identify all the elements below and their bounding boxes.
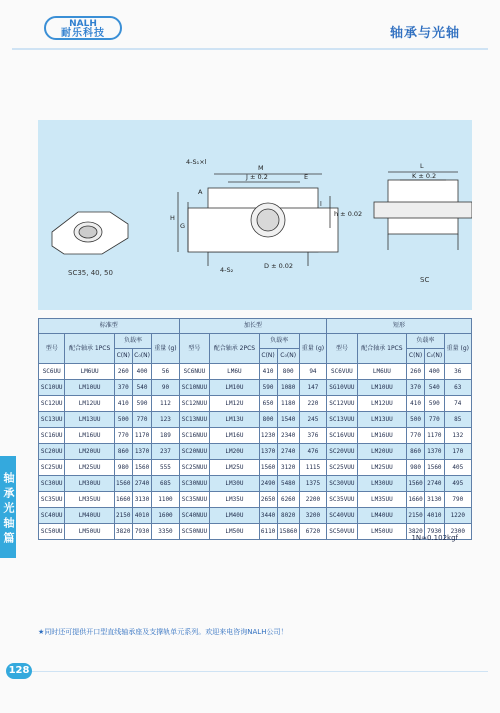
table-cell: 770 bbox=[425, 412, 445, 428]
table-cell: 74 bbox=[444, 396, 471, 412]
table-cell: LM30U bbox=[210, 476, 259, 492]
table-cell: SC35VUU bbox=[327, 492, 358, 508]
table-cell: 1600 bbox=[152, 508, 179, 524]
table-cell: 400 bbox=[425, 364, 445, 380]
table-cell: 410 bbox=[407, 396, 425, 412]
drawing-svg bbox=[38, 120, 472, 310]
table-row bbox=[39, 380, 472, 396]
table-cell: SC6UU bbox=[39, 364, 65, 380]
col-c0: C₀(N) bbox=[132, 349, 152, 364]
table-row bbox=[39, 364, 472, 380]
label-h-tol: h ± 0.02 bbox=[334, 210, 363, 218]
label-k: K ± 0.2 bbox=[412, 172, 437, 180]
table-cell: LM16UU bbox=[65, 428, 114, 444]
table-cell: LM12UU bbox=[65, 396, 114, 412]
table-cell: SC50UU bbox=[39, 524, 65, 540]
table-cell: 4010 bbox=[132, 508, 152, 524]
table-cell: 3200 bbox=[299, 508, 326, 524]
table-cell: SG10VUU bbox=[327, 380, 358, 396]
table-cell: LM50UU bbox=[357, 524, 406, 540]
table-cell: LM25U bbox=[210, 460, 259, 476]
table-cell: 2650 bbox=[259, 492, 277, 508]
table-cell: 500 bbox=[407, 412, 425, 428]
table-cell: LM10UU bbox=[357, 380, 406, 396]
table-cell: 132 bbox=[444, 428, 471, 444]
table-row bbox=[39, 492, 472, 508]
table-cell: SC6VUU bbox=[327, 364, 358, 380]
page-title: 轴承与光轴 bbox=[389, 26, 460, 41]
label-l-small: l bbox=[320, 200, 322, 208]
table-cell: 1230 bbox=[259, 428, 277, 444]
col-weight: 重量 (g) bbox=[299, 334, 326, 364]
table-cell: 1220 bbox=[444, 508, 471, 524]
label-h: H bbox=[170, 214, 175, 222]
table-cell: 370 bbox=[114, 380, 132, 396]
table-cell: SC20UU bbox=[39, 444, 65, 460]
table-cell: 1115 bbox=[299, 460, 326, 476]
table-cell: 1660 bbox=[407, 492, 425, 508]
table-cell: 147 bbox=[299, 380, 326, 396]
table-cell: 260 bbox=[114, 364, 132, 380]
table-cell: 370 bbox=[407, 380, 425, 396]
table-cell: 860 bbox=[114, 444, 132, 460]
table-row bbox=[39, 508, 472, 524]
table-cell: 476 bbox=[299, 444, 326, 460]
table-cell: LM13UU bbox=[357, 412, 406, 428]
table-cell: 1560 bbox=[259, 460, 277, 476]
col-bearing: 配合轴承 1PCS bbox=[357, 334, 406, 364]
table-cell: 260 bbox=[407, 364, 425, 380]
table-cell: 4010 bbox=[425, 508, 445, 524]
table-cell: LM35UU bbox=[65, 492, 114, 508]
col-c: C(N) bbox=[407, 349, 425, 364]
table-cell: SC30VUU bbox=[327, 476, 358, 492]
table-cell: SC40UU bbox=[39, 508, 65, 524]
col-model: 型号 bbox=[179, 334, 210, 364]
table-cell: SC50VUU bbox=[327, 524, 358, 540]
group-header-standard: 标准型 bbox=[39, 319, 180, 334]
table-cell: 7930 bbox=[425, 524, 445, 540]
table-cell: SC16VUU bbox=[327, 428, 358, 444]
table-cell: 2740 bbox=[132, 476, 152, 492]
table-cell: SC25NUU bbox=[179, 460, 210, 476]
table-cell: 3820 bbox=[407, 524, 425, 540]
table-cell: 1560 bbox=[132, 460, 152, 476]
table-cell: LM30UU bbox=[357, 476, 406, 492]
table-cell: 94 bbox=[299, 364, 326, 380]
table-cell: LM13UU bbox=[65, 412, 114, 428]
table-cell: 1560 bbox=[407, 476, 425, 492]
col-bearing: 配合轴承 2PCS bbox=[210, 334, 259, 364]
table-cell: SC12UU bbox=[39, 396, 65, 412]
table-cell: 2200 bbox=[299, 492, 326, 508]
table-cell: LM35UU bbox=[357, 492, 406, 508]
table-cell: 405 bbox=[444, 460, 471, 476]
col-model: 型号 bbox=[39, 334, 65, 364]
table-cell: 6110 bbox=[259, 524, 277, 540]
table-cell: 3820 bbox=[114, 524, 132, 540]
table-cell: LM20UU bbox=[65, 444, 114, 460]
table-cell: SC30UU bbox=[39, 476, 65, 492]
table-cell: SC13NUU bbox=[179, 412, 210, 428]
table-cell: 15860 bbox=[277, 524, 299, 540]
table-cell: 410 bbox=[259, 364, 277, 380]
table-cell: 770 bbox=[132, 412, 152, 428]
label-j: J ± 0.2 bbox=[246, 173, 268, 181]
label-g: G bbox=[180, 222, 186, 230]
table-cell: 376 bbox=[299, 428, 326, 444]
label-m: M bbox=[258, 164, 264, 172]
label-l: L bbox=[420, 162, 424, 170]
table-cell: LM50U bbox=[210, 524, 259, 540]
table-cell: 3440 bbox=[259, 508, 277, 524]
table-cell: SC20VUU bbox=[327, 444, 358, 460]
table-cell: SC40NUU bbox=[179, 508, 210, 524]
table-cell: 770 bbox=[407, 428, 425, 444]
technical-drawing bbox=[38, 120, 472, 310]
table-cell: 770 bbox=[114, 428, 132, 444]
table-cell: 540 bbox=[425, 380, 445, 396]
col-c: C(N) bbox=[259, 349, 277, 364]
table-cell: 6260 bbox=[277, 492, 299, 508]
table-row bbox=[39, 476, 472, 492]
label-d: D ± 0.02 bbox=[264, 262, 294, 270]
table-cell: 1180 bbox=[277, 396, 299, 412]
spec-table bbox=[38, 318, 472, 540]
table-cell: 85 bbox=[444, 412, 471, 428]
table-cell: 220 bbox=[299, 396, 326, 412]
table-row bbox=[39, 412, 472, 428]
table-cell: 36 bbox=[444, 364, 471, 380]
table-cell: SC16UU bbox=[39, 428, 65, 444]
table-cell: 1370 bbox=[259, 444, 277, 460]
table-cell: LM6U bbox=[210, 364, 259, 380]
table-cell: 500 bbox=[114, 412, 132, 428]
table-cell: 410 bbox=[114, 396, 132, 412]
table-cell: 1375 bbox=[299, 476, 326, 492]
table-cell: SC12VUU bbox=[327, 396, 358, 412]
table-cell: LM25UU bbox=[357, 460, 406, 476]
table-cell: 237 bbox=[152, 444, 179, 460]
table-cell: 56 bbox=[152, 364, 179, 380]
table-cell: SC10UU bbox=[39, 380, 65, 396]
table-cell: 3350 bbox=[152, 524, 179, 540]
label-e: E bbox=[304, 173, 309, 181]
table-cell: 590 bbox=[425, 396, 445, 412]
table-cell: LM12UU bbox=[357, 396, 406, 412]
table-cell: 2150 bbox=[114, 508, 132, 524]
col-c0: C₀(N) bbox=[425, 349, 445, 364]
table-cell: 685 bbox=[152, 476, 179, 492]
table-cell: 1100 bbox=[152, 492, 179, 508]
table-cell: LM30UU bbox=[65, 476, 114, 492]
housing-3d-view bbox=[52, 212, 128, 254]
table-cell: 63 bbox=[444, 380, 471, 396]
table-cell: 790 bbox=[444, 492, 471, 508]
housing-side-view bbox=[374, 172, 472, 250]
table-cell: LM10U bbox=[210, 380, 259, 396]
col-model: 型号 bbox=[327, 334, 358, 364]
col-load: 负载率 bbox=[114, 334, 152, 349]
col-weight: 重量 (g) bbox=[152, 334, 179, 364]
table-cell: SC16NUU bbox=[179, 428, 210, 444]
table-cell: SC13VUU bbox=[327, 412, 358, 428]
table-cell: SC30NUU bbox=[179, 476, 210, 492]
table-cell: 123 bbox=[152, 412, 179, 428]
table-row bbox=[39, 460, 472, 476]
table-cell: 1560 bbox=[114, 476, 132, 492]
col-load: 负载率 bbox=[259, 334, 299, 349]
table-cell: LM16U bbox=[210, 428, 259, 444]
table-cell: 555 bbox=[152, 460, 179, 476]
table-cell: 1170 bbox=[132, 428, 152, 444]
col-weight: 重量 (g) bbox=[444, 334, 471, 364]
table-cell: 1560 bbox=[425, 460, 445, 476]
table-cell: 2740 bbox=[277, 444, 299, 460]
table-cell: LM16UU bbox=[357, 428, 406, 444]
table-cell: 3130 bbox=[425, 492, 445, 508]
table-cell: LM50UU bbox=[65, 524, 114, 540]
group-header-long: 加长型 bbox=[179, 319, 326, 334]
header-divider bbox=[12, 48, 488, 50]
table-cell: 170 bbox=[444, 444, 471, 460]
table-cell: 6720 bbox=[299, 524, 326, 540]
unit-note: 1N≈0.102kgf bbox=[411, 534, 458, 542]
table-cell: 3120 bbox=[277, 460, 299, 476]
table-cell: 1370 bbox=[132, 444, 152, 460]
table-cell: 650 bbox=[259, 396, 277, 412]
table-cell: SC25VUU bbox=[327, 460, 358, 476]
table-cell: SC13UU bbox=[39, 412, 65, 428]
group-header-short: 短形 bbox=[327, 319, 472, 334]
table-cell: LM40UU bbox=[65, 508, 114, 524]
table-cell: 980 bbox=[407, 460, 425, 476]
table-cell: LM35U bbox=[210, 492, 259, 508]
label-a: A bbox=[198, 188, 203, 196]
table-cell: 2300 bbox=[444, 524, 471, 540]
table-cell: 5480 bbox=[277, 476, 299, 492]
table-cell: SC35NUU bbox=[179, 492, 210, 508]
table-cell: 90 bbox=[152, 380, 179, 396]
table-cell: 2740 bbox=[425, 476, 445, 492]
table-cell: LM6UU bbox=[357, 364, 406, 380]
table-cell: SC25UU bbox=[39, 460, 65, 476]
table-row bbox=[39, 396, 472, 412]
table-cell: LM20U bbox=[210, 444, 259, 460]
table-cell: 245 bbox=[299, 412, 326, 428]
table-cell: LM10UU bbox=[65, 380, 114, 396]
table-cell: 2490 bbox=[259, 476, 277, 492]
table-cell: 7930 bbox=[132, 524, 152, 540]
brand-logo bbox=[44, 16, 122, 40]
table-cell: SC10NUU bbox=[179, 380, 210, 396]
table-cell: SC6NUU bbox=[179, 364, 210, 380]
spec-table-body bbox=[39, 364, 472, 540]
table-cell: 189 bbox=[152, 428, 179, 444]
page-number: 128 bbox=[6, 663, 32, 679]
label-holes: 4-S₁×l bbox=[186, 158, 207, 166]
table-cell: LM40UU bbox=[357, 508, 406, 524]
table-cell: SC35UU bbox=[39, 492, 65, 508]
table-row bbox=[39, 428, 472, 444]
col-bearing: 配合轴承 1PCS bbox=[65, 334, 114, 364]
table-cell: 1540 bbox=[277, 412, 299, 428]
footer-divider bbox=[32, 671, 488, 672]
table-cell: 800 bbox=[277, 364, 299, 380]
table-cell: 800 bbox=[259, 412, 277, 428]
table-cell: 1080 bbox=[277, 380, 299, 396]
side-section-tab: 轴承光轴篇 bbox=[0, 456, 16, 558]
col-c0: C₀(N) bbox=[277, 349, 299, 364]
label-tap: 4-S₂ bbox=[220, 266, 234, 274]
col-load: 负载率 bbox=[407, 334, 445, 349]
table-cell: 1660 bbox=[114, 492, 132, 508]
table-cell: LM25UU bbox=[65, 460, 114, 476]
table-row bbox=[39, 524, 472, 540]
table-cell: 2340 bbox=[277, 428, 299, 444]
table-cell: 112 bbox=[152, 396, 179, 412]
table-cell: 495 bbox=[444, 476, 471, 492]
table-cell: 980 bbox=[114, 460, 132, 476]
table-cell: 540 bbox=[132, 380, 152, 396]
table-cell: 8020 bbox=[277, 508, 299, 524]
footer-note: ★同时还可提供开口型直线轴承座及支撑轨单元系列。欢迎来电咨询NALH公司！ bbox=[38, 628, 288, 636]
col-c: C(N) bbox=[114, 349, 132, 364]
table-cell: 400 bbox=[132, 364, 152, 380]
caption-left: SC35, 40, 50 bbox=[68, 269, 113, 277]
table-row bbox=[39, 444, 472, 460]
table-cell: SC40VUU bbox=[327, 508, 358, 524]
table-cell: LM6UU bbox=[65, 364, 114, 380]
table-cell: 3130 bbox=[132, 492, 152, 508]
table-cell: 590 bbox=[259, 380, 277, 396]
table-cell: SC20NUU bbox=[179, 444, 210, 460]
table-cell: LM13U bbox=[210, 412, 259, 428]
table-cell: 590 bbox=[132, 396, 152, 412]
table-cell: LM40U bbox=[210, 508, 259, 524]
table-cell: LM20UU bbox=[357, 444, 406, 460]
table-cell: 1170 bbox=[425, 428, 445, 444]
table-cell: 860 bbox=[407, 444, 425, 460]
table-cell: 1370 bbox=[425, 444, 445, 460]
table-cell: SC12NUU bbox=[179, 396, 210, 412]
table-cell: SC50NUU bbox=[179, 524, 210, 540]
caption-right: SC bbox=[420, 276, 430, 284]
table-cell: LM12U bbox=[210, 396, 259, 412]
brand-logo-cn: 耐乐科技 bbox=[61, 28, 105, 39]
table-cell: 2150 bbox=[407, 508, 425, 524]
brand-logo-en: NALH bbox=[69, 19, 97, 29]
